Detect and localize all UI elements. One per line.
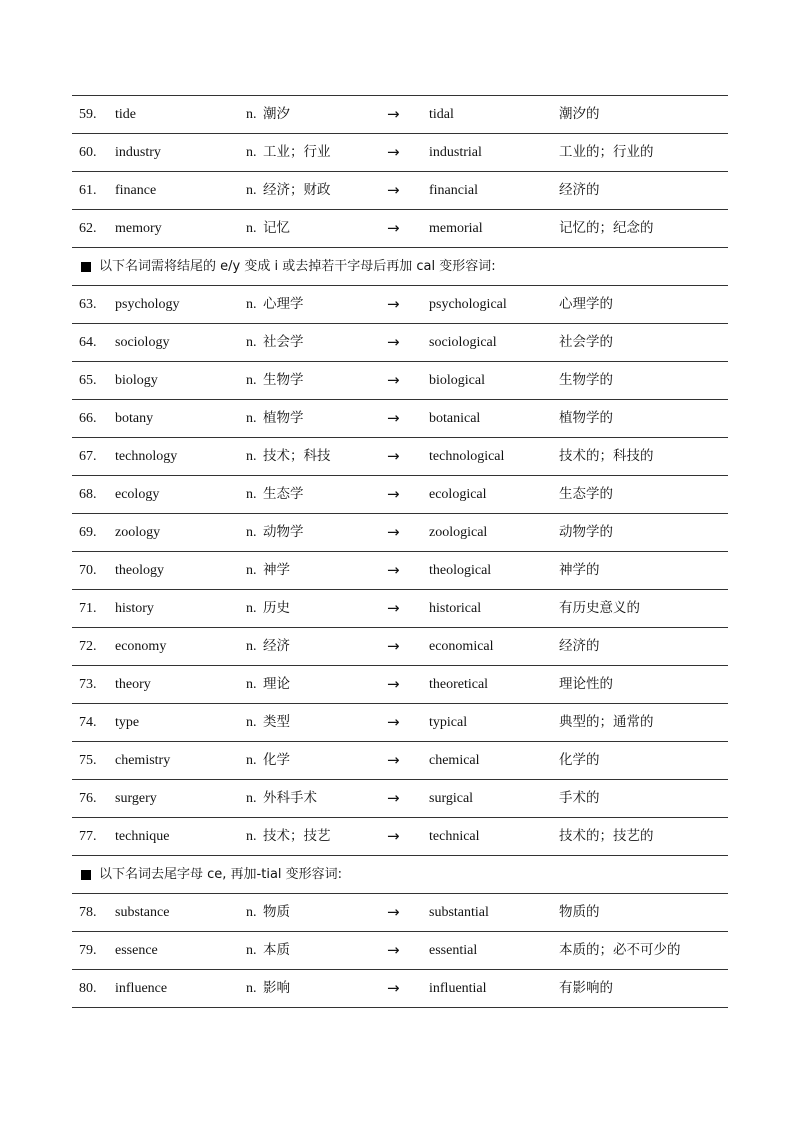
noun-word: technology bbox=[115, 449, 178, 464]
adjective-meaning: 工业的；行业的 bbox=[559, 144, 654, 160]
part-of-speech: n. bbox=[246, 145, 257, 160]
entry-number: 68. bbox=[79, 487, 97, 502]
noun-meaning: 影响 bbox=[263, 980, 290, 996]
adjective-word: economical bbox=[429, 639, 494, 654]
part-of-speech: n. bbox=[246, 601, 257, 616]
entry-number: 79. bbox=[79, 943, 97, 958]
adjective-word: psychological bbox=[429, 297, 507, 312]
noun-word: history bbox=[115, 601, 154, 616]
section-heading-text: 以下名词需将结尾的 e/y 变成 i 或去掉若干字母后再加 cal 变形容词: bbox=[99, 259, 496, 274]
adjective-word: substantial bbox=[429, 905, 489, 920]
noun-meaning: 心理学 bbox=[263, 296, 304, 312]
adjective-word: botanical bbox=[429, 411, 481, 426]
table-row bbox=[72, 932, 728, 970]
adjective-word: zoological bbox=[429, 525, 488, 540]
part-of-speech: n. bbox=[246, 183, 257, 198]
entry-number: 76. bbox=[79, 791, 97, 806]
noun-meaning: 技术；科技 bbox=[263, 448, 331, 464]
noun-word: zoology bbox=[115, 525, 161, 540]
entry-number: 72. bbox=[79, 639, 97, 654]
entry-number: 61. bbox=[79, 183, 97, 198]
part-of-speech: n. bbox=[246, 905, 257, 920]
adjective-meaning: 社会学的 bbox=[559, 334, 613, 350]
table-row bbox=[72, 818, 728, 856]
table-row bbox=[72, 590, 728, 628]
part-of-speech: n. bbox=[246, 791, 257, 806]
entry-number: 59. bbox=[79, 107, 97, 122]
noun-word: sociology bbox=[115, 335, 170, 350]
part-of-speech: n. bbox=[246, 943, 257, 958]
arrow-icon: → bbox=[387, 561, 400, 579]
part-of-speech: n. bbox=[246, 487, 257, 502]
noun-word: technique bbox=[115, 829, 170, 844]
noun-meaning: 理论 bbox=[263, 676, 290, 692]
adjective-word: typical bbox=[429, 715, 468, 730]
adjective-meaning: 有历史意义的 bbox=[559, 600, 640, 616]
entry-number: 71. bbox=[79, 601, 97, 616]
adjective-word: biological bbox=[429, 373, 485, 388]
adjective-meaning: 动物学的 bbox=[559, 524, 613, 540]
table-row bbox=[72, 172, 728, 210]
adjective-meaning: 生物学的 bbox=[559, 372, 613, 388]
noun-meaning: 经济；财政 bbox=[263, 182, 331, 198]
noun-word: chemistry bbox=[115, 753, 171, 768]
entry-number: 64. bbox=[79, 335, 97, 350]
entry-number: 77. bbox=[79, 829, 97, 844]
noun-meaning: 外科手术 bbox=[263, 790, 317, 806]
table-row bbox=[72, 780, 728, 818]
arrow-icon: → bbox=[387, 751, 400, 769]
arrow-icon: → bbox=[387, 523, 400, 541]
section-heading-text: 以下名词去尾字母 ce, 再加-tial 变形容词: bbox=[99, 867, 343, 882]
noun-word: botany bbox=[115, 411, 154, 426]
adjective-meaning: 有影响的 bbox=[559, 980, 613, 996]
noun-word: theology bbox=[115, 563, 164, 578]
part-of-speech: n. bbox=[246, 563, 257, 578]
noun-meaning: 工业；行业 bbox=[263, 144, 331, 160]
entry-number: 78. bbox=[79, 905, 97, 920]
section-heading bbox=[72, 248, 728, 286]
noun-word: type bbox=[115, 715, 140, 730]
entry-number: 60. bbox=[79, 145, 97, 160]
part-of-speech: n. bbox=[246, 335, 257, 350]
arrow-icon: → bbox=[387, 713, 400, 731]
square-bullet-icon bbox=[81, 870, 91, 880]
arrow-icon: → bbox=[387, 105, 400, 123]
noun-word: economy bbox=[115, 639, 167, 654]
table-row bbox=[72, 628, 728, 666]
adjective-meaning: 典型的；通常的 bbox=[559, 714, 654, 730]
noun-word: substance bbox=[115, 905, 170, 920]
adjective-word: essential bbox=[429, 943, 478, 958]
adjective-meaning: 心理学的 bbox=[559, 296, 613, 312]
entry-number: 62. bbox=[79, 221, 97, 236]
part-of-speech: n. bbox=[246, 525, 257, 540]
entry-number: 67. bbox=[79, 449, 97, 464]
entry-number: 74. bbox=[79, 715, 97, 730]
adjective-meaning: 生态学的 bbox=[559, 486, 613, 502]
noun-meaning: 技术；技艺 bbox=[263, 828, 331, 844]
arrow-icon: → bbox=[387, 181, 400, 199]
noun-word: ecology bbox=[115, 487, 160, 502]
entry-number: 80. bbox=[79, 981, 97, 996]
adjective-word: influential bbox=[429, 981, 487, 996]
table-row bbox=[72, 476, 728, 514]
noun-word: essence bbox=[115, 943, 158, 958]
table-row bbox=[72, 552, 728, 590]
noun-word: theory bbox=[115, 677, 151, 692]
noun-meaning: 化学 bbox=[263, 752, 290, 768]
entry-number: 66. bbox=[79, 411, 97, 426]
adjective-meaning: 本质的；必不可少的 bbox=[559, 942, 681, 958]
square-bullet-icon bbox=[81, 262, 91, 272]
part-of-speech: n. bbox=[246, 411, 257, 426]
noun-meaning: 生态学 bbox=[263, 486, 304, 502]
noun-word: memory bbox=[115, 221, 162, 236]
entry-number: 69. bbox=[79, 525, 97, 540]
arrow-icon: → bbox=[387, 827, 400, 845]
table-row bbox=[72, 96, 728, 134]
part-of-speech: n. bbox=[246, 221, 257, 236]
adjective-word: memorial bbox=[429, 221, 483, 236]
adjective-meaning: 化学的 bbox=[559, 752, 600, 768]
noun-word: surgery bbox=[115, 791, 157, 806]
noun-meaning: 动物学 bbox=[263, 524, 304, 540]
adjective-meaning: 理论性的 bbox=[559, 676, 613, 692]
arrow-icon: → bbox=[387, 371, 400, 389]
noun-meaning: 植物学 bbox=[263, 410, 304, 426]
noun-meaning: 社会学 bbox=[263, 334, 304, 350]
table-row bbox=[72, 970, 728, 1008]
adjective-word: surgical bbox=[429, 791, 474, 806]
adjective-meaning: 技术的；技艺的 bbox=[559, 828, 654, 844]
noun-meaning: 神学 bbox=[263, 562, 290, 578]
part-of-speech: n. bbox=[246, 829, 257, 844]
arrow-icon: → bbox=[387, 675, 400, 693]
table-row bbox=[72, 134, 728, 172]
adjective-meaning: 手术的 bbox=[559, 790, 600, 806]
arrow-icon: → bbox=[387, 447, 400, 465]
arrow-icon: → bbox=[387, 295, 400, 313]
adjective-meaning: 经济的 bbox=[559, 182, 600, 198]
table-row bbox=[72, 704, 728, 742]
arrow-icon: → bbox=[387, 333, 400, 351]
table-row bbox=[72, 894, 728, 932]
noun-word: influence bbox=[115, 981, 168, 996]
vocabulary-table bbox=[72, 95, 728, 1008]
table-row bbox=[72, 400, 728, 438]
table-row bbox=[72, 742, 728, 780]
adjective-word: sociological bbox=[429, 335, 497, 350]
part-of-speech: n. bbox=[246, 373, 257, 388]
part-of-speech: n. bbox=[246, 981, 257, 996]
noun-meaning: 经济 bbox=[263, 638, 290, 654]
adjective-meaning: 物质的 bbox=[559, 904, 600, 920]
adjective-word: chemical bbox=[429, 753, 480, 768]
entry-number: 65. bbox=[79, 373, 97, 388]
adjective-meaning: 技术的；科技的 bbox=[559, 448, 654, 464]
adjective-word: tidal bbox=[429, 107, 454, 122]
table-row bbox=[72, 210, 728, 248]
part-of-speech: n. bbox=[246, 107, 257, 122]
table-row bbox=[72, 514, 728, 552]
adjective-meaning: 潮汐的 bbox=[559, 106, 600, 122]
arrow-icon: → bbox=[387, 409, 400, 427]
part-of-speech: n. bbox=[246, 639, 257, 654]
noun-meaning: 物质 bbox=[263, 904, 290, 920]
entry-number: 75. bbox=[79, 753, 97, 768]
noun-meaning: 记忆 bbox=[263, 220, 290, 236]
part-of-speech: n. bbox=[246, 449, 257, 464]
table-row bbox=[72, 666, 728, 704]
arrow-icon: → bbox=[387, 219, 400, 237]
noun-word: psychology bbox=[115, 297, 180, 312]
noun-word: industry bbox=[115, 145, 161, 160]
adjective-word: technical bbox=[429, 829, 480, 844]
arrow-icon: → bbox=[387, 143, 400, 161]
adjective-word: theoretical bbox=[429, 677, 489, 692]
section-heading bbox=[72, 856, 728, 894]
entry-number: 63. bbox=[79, 297, 97, 312]
noun-word: finance bbox=[115, 183, 157, 198]
noun-meaning: 潮汐 bbox=[263, 106, 290, 122]
part-of-speech: n. bbox=[246, 753, 257, 768]
adjective-meaning: 记忆的；纪念的 bbox=[559, 220, 654, 236]
table-row bbox=[72, 438, 728, 476]
arrow-icon: → bbox=[387, 903, 400, 921]
noun-meaning: 类型 bbox=[263, 714, 290, 730]
noun-word: tide bbox=[115, 107, 136, 122]
arrow-icon: → bbox=[387, 599, 400, 617]
adjective-word: financial bbox=[429, 183, 478, 198]
table-row bbox=[72, 324, 728, 362]
adjective-meaning: 神学的 bbox=[559, 562, 600, 578]
adjective-word: technological bbox=[429, 449, 505, 464]
adjective-word: historical bbox=[429, 601, 482, 616]
noun-meaning: 本质 bbox=[263, 942, 290, 958]
part-of-speech: n. bbox=[246, 677, 257, 692]
noun-word: biology bbox=[115, 373, 158, 388]
arrow-icon: → bbox=[387, 979, 400, 997]
adjective-meaning: 经济的 bbox=[559, 638, 600, 654]
adjective-word: theological bbox=[429, 563, 492, 578]
entry-number: 73. bbox=[79, 677, 97, 692]
arrow-icon: → bbox=[387, 637, 400, 655]
noun-meaning: 生物学 bbox=[263, 372, 304, 388]
arrow-icon: → bbox=[387, 789, 400, 807]
noun-meaning: 历史 bbox=[263, 600, 290, 616]
adjective-word: industrial bbox=[429, 145, 482, 160]
adjective-meaning: 植物学的 bbox=[559, 410, 613, 426]
table-row bbox=[72, 362, 728, 400]
part-of-speech: n. bbox=[246, 297, 257, 312]
table-row bbox=[72, 286, 728, 324]
arrow-icon: → bbox=[387, 485, 400, 503]
entry-number: 70. bbox=[79, 563, 97, 578]
arrow-icon: → bbox=[387, 941, 400, 959]
adjective-word: ecological bbox=[429, 487, 487, 502]
part-of-speech: n. bbox=[246, 715, 257, 730]
